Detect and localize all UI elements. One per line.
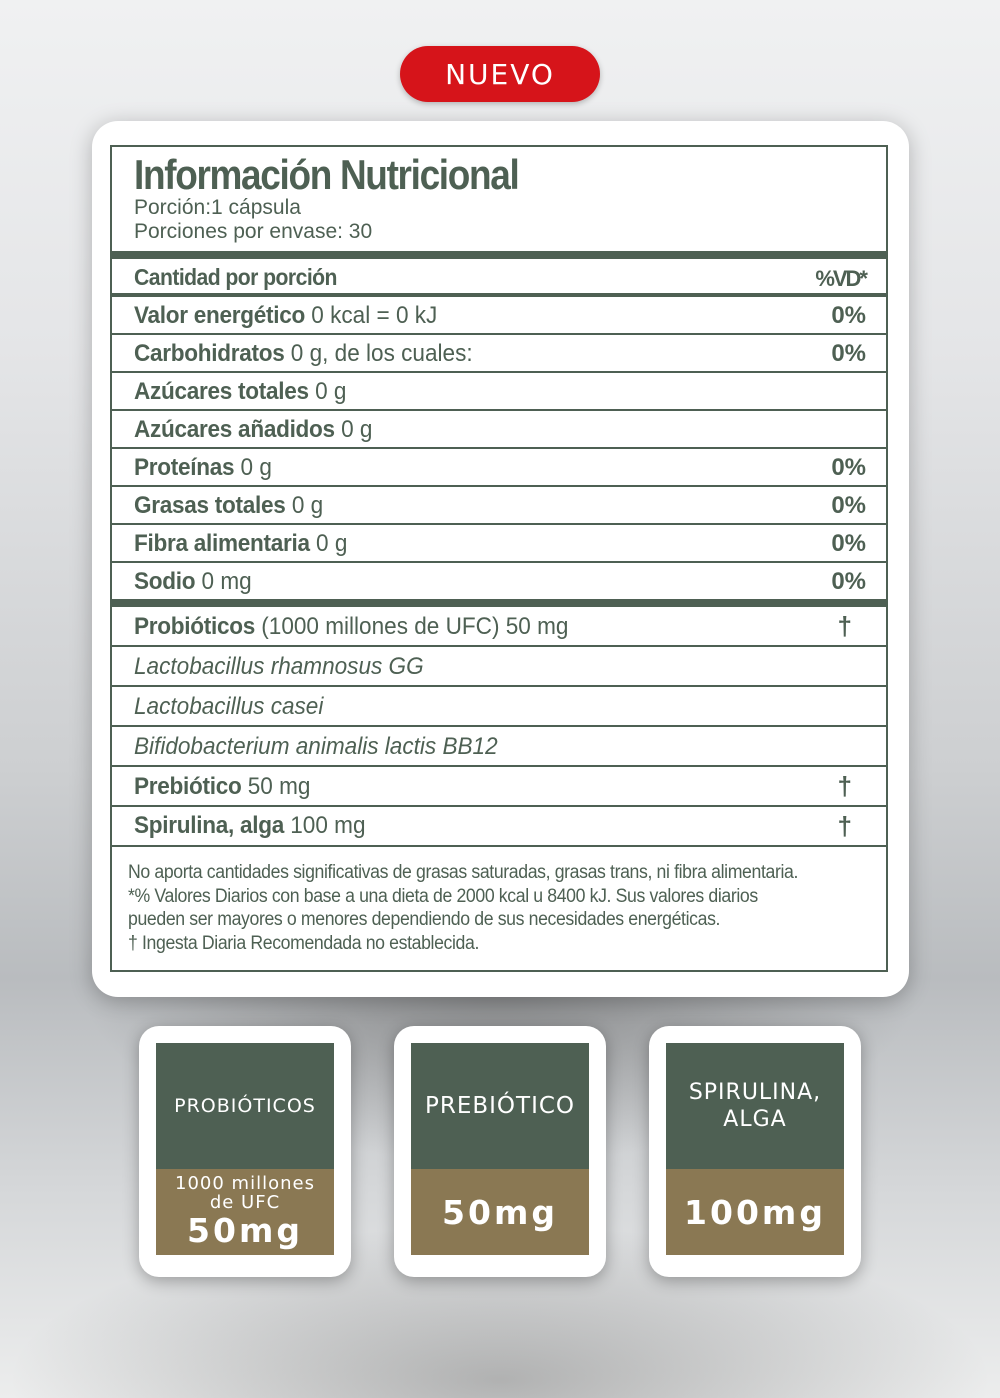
nutrient-amount: 0 g xyxy=(334,416,373,443)
nutrient-row xyxy=(112,335,886,373)
footnote-line: † Ingesta Diaria Recomendada no establecida. xyxy=(128,932,480,954)
probiotics-row xyxy=(112,607,886,647)
nutrient-amount: 0 g xyxy=(308,378,347,405)
spirulina-row xyxy=(112,807,886,847)
footnote-line: No aporta cantidades significativas de grasas saturadas, grasas trans, ni fibra alimentaria. xyxy=(128,862,799,883)
strain-name: Lactobacillus rhamnosus GG xyxy=(134,653,424,680)
amount-header-row xyxy=(112,251,886,297)
nutrient-row xyxy=(112,449,886,487)
nutrient-row xyxy=(112,525,886,563)
amount-per-serving-label: Cantidad por porción xyxy=(134,264,337,290)
probiotics-tile xyxy=(139,1026,351,1277)
dagger-mark: † xyxy=(837,811,852,841)
nutrient-amount: 0 g, de los cuales: xyxy=(284,340,473,367)
tile-detail: de UFC xyxy=(209,1192,281,1213)
footnote-line: pueden ser mayores o menores dependiendo de sus necesidades energéticas. xyxy=(128,909,721,930)
spirulina-amount: 100 mg xyxy=(283,812,366,839)
prebiotic-row xyxy=(112,767,886,807)
new-badge: NUEVO xyxy=(400,46,600,102)
nutrient-amount: 0 g xyxy=(309,530,348,557)
nutrient-dv: 0% xyxy=(831,340,866,367)
nutrient-name: Proteínas xyxy=(134,454,235,481)
label-title: Información Nutricional xyxy=(134,151,519,198)
spirulina-name: Spirulina, alga xyxy=(134,812,284,839)
footnotes xyxy=(128,861,878,955)
nutrient-amount: 0 mg xyxy=(195,568,252,595)
nutrient-dv: 0% xyxy=(831,530,866,557)
nutrient-name: Azúcares añadidos xyxy=(134,416,335,443)
nutrient-row xyxy=(112,297,886,335)
nutrient-name: Sodio xyxy=(134,568,196,595)
dagger-mark: † xyxy=(837,771,852,801)
strain-row xyxy=(112,647,886,687)
strain-row xyxy=(112,687,886,727)
strain-name: Bifidobacterium animalis lactis BB12 xyxy=(134,733,498,760)
prebiotic-name: Prebiótico xyxy=(134,773,242,800)
nutrient-amount: 0 kcal = 0 kJ xyxy=(305,302,438,329)
tile-amount-block xyxy=(411,1169,589,1255)
nutrient-name: Valor energético xyxy=(134,302,306,329)
nutrient-dv: 0% xyxy=(831,568,866,595)
nutrient-dv: 0% xyxy=(831,454,866,481)
nutrient-dv: 0% xyxy=(831,492,866,519)
nutrient-amount: 0 g xyxy=(285,492,324,519)
tile-name xyxy=(666,1043,844,1169)
nutrient-amount: 0 g xyxy=(234,454,272,481)
tile-amount: 100mg xyxy=(684,1192,826,1232)
nutrient-dv: 0% xyxy=(831,302,866,329)
servings-per-container: Porciones por envase: 30 xyxy=(134,220,373,243)
tile-detail: 1000 millones xyxy=(175,1173,315,1194)
strain-row xyxy=(112,727,886,767)
nutrient-name: Grasas totales xyxy=(134,492,286,519)
tile-name-line: ALGA xyxy=(723,1107,787,1132)
nutrient-name: Azúcares totales xyxy=(134,378,309,405)
footnote-line: *% Valores Diarios con base a una dieta de 2000 kcal u 8400 kJ. Sus valores diarios xyxy=(128,885,758,907)
tile-amount: 50mg xyxy=(442,1192,558,1232)
tile-amount: 50mg xyxy=(187,1211,303,1250)
strain-name: Lactobacillus casei xyxy=(134,693,324,720)
probiotics-name: Probióticos xyxy=(134,613,255,640)
tile-name: PREBIÓTICO xyxy=(411,1043,589,1169)
dagger-mark: † xyxy=(837,611,852,641)
tile-amount-block xyxy=(666,1169,844,1255)
nutrition-card xyxy=(92,121,909,997)
tile-name-line: SPIRULINA, xyxy=(688,1080,822,1105)
prebiotic-tile xyxy=(394,1026,606,1277)
probiotics-amount: (1000 millones de UFC) 50 mg xyxy=(254,613,569,640)
spirulina-tile xyxy=(649,1026,861,1277)
tile-name: PROBIÓTICOS xyxy=(156,1043,334,1169)
prebiotic-amount: 50 mg xyxy=(241,773,311,800)
serving-size: Porción:1 cápsula xyxy=(134,196,301,219)
daily-value-header: %VD* xyxy=(815,266,866,291)
nutrient-name: Carbohidratos xyxy=(134,340,285,367)
nutrient-row xyxy=(112,487,886,525)
nutrition-facts-panel xyxy=(110,145,888,972)
nutrient-row xyxy=(112,563,886,607)
nutrient-name: Fibra alimentaria xyxy=(134,530,310,557)
tile-amount-block xyxy=(156,1169,334,1255)
nutrient-row xyxy=(112,373,886,411)
nutrient-row xyxy=(112,411,886,449)
